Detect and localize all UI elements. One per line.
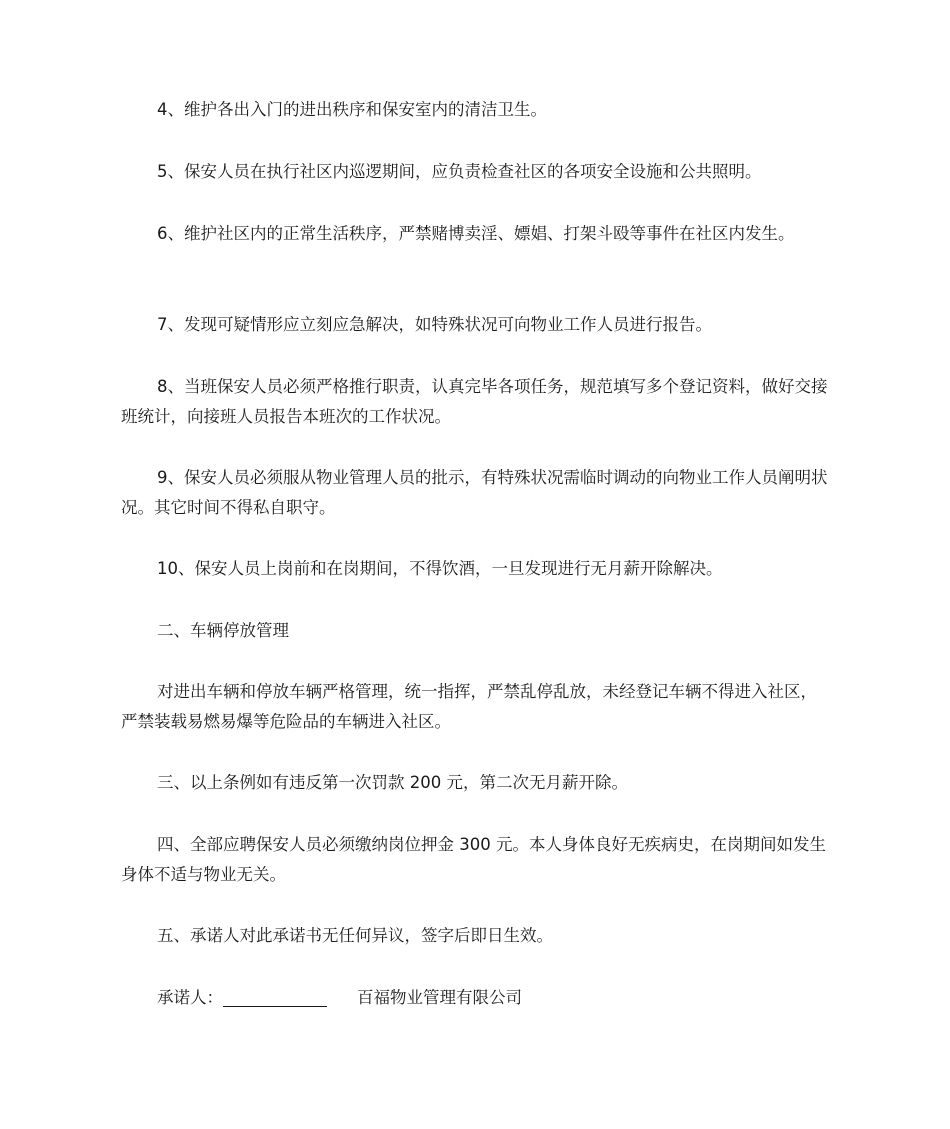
paragraph-item-4: 4、维护各出入门的进出秩序和保安室内的清洁卫生。 bbox=[157, 100, 547, 119]
paragraph-item-8: 8、当班保安人员必须严格推行职责，认真完毕各项任务，规范填写多个登记资料，做好交接班统计，向接班人员报告本班次的工作状况。 bbox=[121, 377, 828, 426]
company-name: 百福物业管理有限公司 bbox=[357, 988, 522, 1007]
paragraph-vehicle-rules: 对进出车辆和停放车辆严格管理，统一指挥，严禁乱停乱放，未经登记车辆不得进入社区，严禁装载易燃易爆等危险品的车辆进入社区。 bbox=[121, 682, 817, 731]
signature-line bbox=[121, 983, 833, 1013]
paragraph-section-3: 三、以上条例如有违反第一次罚款 200 元，第二次无月薪开除。 bbox=[157, 773, 628, 792]
paragraph-section-5: 五、承诺人对此承诺书无任何异议，签字后即日生效。 bbox=[157, 926, 553, 945]
paragraph-item-7: 7、发现可疑情形应立刻应急解决，如特殊状况可向物业工作人员进行报告。 bbox=[157, 315, 712, 334]
signature-label: 承诺人： bbox=[157, 988, 223, 1007]
paragraph-item-10: 10、保安人员上岗前和在岗期间，不得饮酒，一旦发现进行无月薪开除解决。 bbox=[157, 559, 723, 578]
paragraph-item-6: 6、维护社区内的正常生活秩序，严禁赌博卖淫、嫖娼、打架斗殴等事件在社区内发生。 bbox=[157, 224, 795, 243]
paragraph-item-5: 5、保安人员在执行社区内巡逻期间，应负责检查社区的各项安全设施和公共照明。 bbox=[157, 162, 762, 181]
paragraph-section-4: 四、全部应聘保安人员必须缴纳岗位押金 300 元。本人身体良好无疾病史，在岗期间如发生身体不适与物业无关。 bbox=[121, 835, 826, 884]
paragraph-item-9: 9、保安人员必须服从物业管理人员的批示，有特殊状况需临时调动的向物业工作人员阐明状况。其它时间不得私自职守。 bbox=[121, 468, 828, 517]
signature-blank bbox=[223, 986, 327, 1007]
section-heading-vehicle: 二、车辆停放管理 bbox=[157, 621, 289, 640]
